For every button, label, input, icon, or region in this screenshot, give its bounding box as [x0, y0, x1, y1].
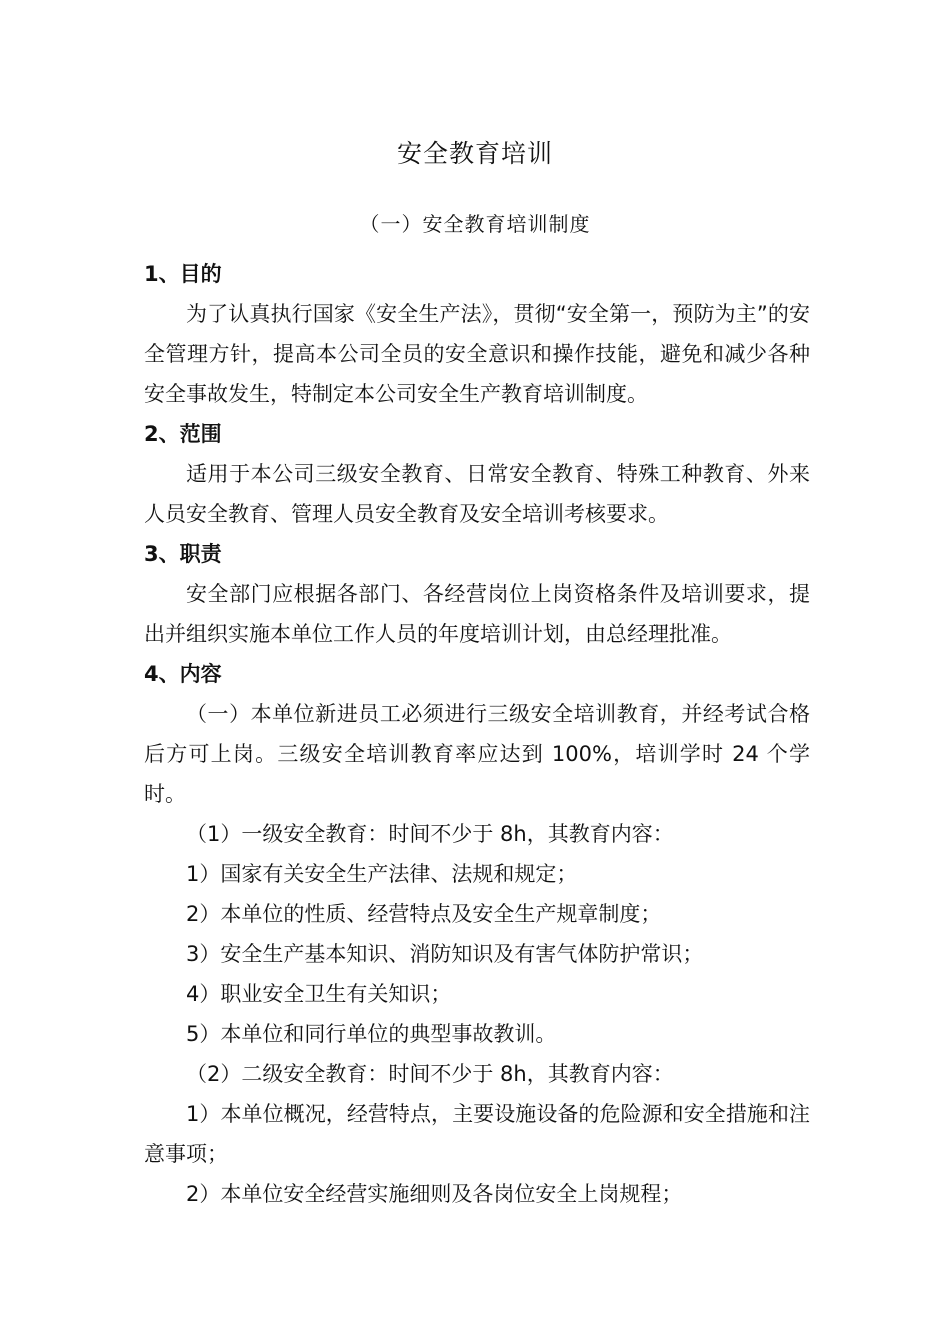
- section-heading-scope: 2、范围: [144, 422, 222, 446]
- document-subtitle: （一）安全教育培训制度: [359, 212, 591, 236]
- list-item: 2）本单位的性质、经营特点及安全生产规章制度；: [186, 902, 662, 926]
- section-heading-purpose: 1、目的: [144, 262, 222, 286]
- list-item: 3）安全生产基本知识、消防知识及有害气体防护常识；: [186, 942, 704, 966]
- document-body: [144, 254, 810, 1214]
- list-item: 2）本单位安全经营实施细则及各岗位安全上岗规程；: [186, 1182, 683, 1206]
- section-heading-responsibility: 3、职责: [144, 542, 222, 566]
- document-title: 安全教育培训: [396, 139, 553, 168]
- paragraph-level-two: （2）二级安全教育：时间不少于 8h，其教育内容：: [186, 1062, 674, 1086]
- section-heading-content: 4、内容: [144, 662, 222, 686]
- list-item: 4）职业安全卫生有关知识；: [186, 982, 452, 1006]
- list-item: 1）国家有关安全生产法律、法规和规定；: [186, 862, 578, 886]
- paragraph-responsibility: 安全部门应根据各部门、各经营岗位上岗资格条件及培训要求，提出并组织实施本单位工作人员的年度培训计划，由总经理批准。: [144, 582, 810, 646]
- list-item: 5）本单位和同行单位的典型事故教训。: [186, 1022, 557, 1046]
- paragraph-purpose: 为了认真执行国家《安全生产法》，贯彻“安全第一，预防为主”的安全管理方针，提高本公司全员的安全意识和操作技能，避免和减少各种安全事故发生，特制定本公司安全生产教育培训制度。: [144, 302, 810, 406]
- paragraph-level-one: （1）一级安全教育：时间不少于 8h，其教育内容：: [186, 822, 674, 846]
- paragraph-new-employee: （一）本单位新进员工必须进行三级安全培训教育，并经考试合格后方可上岗。三级安全培训教育率应达到 100%，培训学时 24 个学时。: [144, 702, 810, 806]
- list-item: 1）本单位概况，经营特点，主要设施设备的危险源和安全措施和注意事项；: [144, 1102, 810, 1166]
- paragraph-scope: 适用于本公司三级安全教育、日常安全教育、特殊工种教育、外来人员安全教育、管理人员安全教育及安全培训考核要求。: [144, 462, 810, 526]
